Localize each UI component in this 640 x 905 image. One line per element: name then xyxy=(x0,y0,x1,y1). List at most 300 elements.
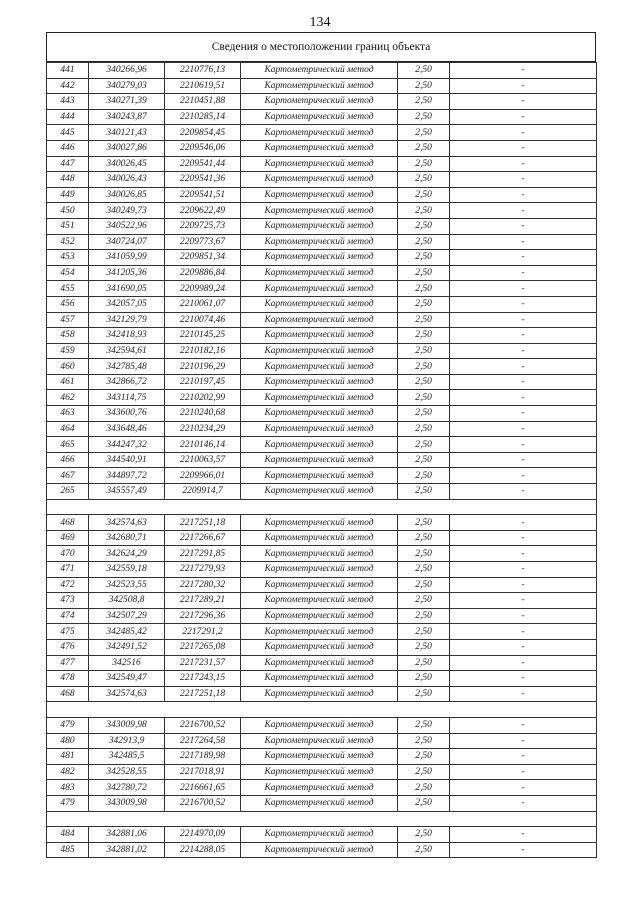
accuracy-cell: 2,50 xyxy=(398,671,450,687)
table-row xyxy=(47,593,597,609)
table-row xyxy=(47,733,597,749)
coord-x-cell: 340266,96 xyxy=(89,63,165,79)
method-cell: Картометрический метод xyxy=(241,374,398,390)
accuracy-cell: 2,50 xyxy=(398,140,450,156)
description-cell: - xyxy=(450,109,597,125)
accuracy-cell: 2,50 xyxy=(398,733,450,749)
coord-x-cell: 342913,9 xyxy=(89,733,165,749)
coord-y-cell: 2217280,32 xyxy=(165,577,241,593)
method-cell: Картометрический метод xyxy=(241,203,398,219)
method-cell: Картометрический метод xyxy=(241,312,398,328)
table-row xyxy=(47,203,597,219)
description-cell: - xyxy=(450,530,597,546)
description-cell: - xyxy=(450,686,597,702)
coord-y-cell: 2210146,14 xyxy=(165,437,241,453)
table-row xyxy=(47,312,597,328)
coord-y-cell: 2209541,44 xyxy=(165,156,241,172)
point-number-cell: 483 xyxy=(47,780,89,796)
description-cell: - xyxy=(450,842,597,858)
point-number-cell: 461 xyxy=(47,374,89,390)
point-number-cell: 459 xyxy=(47,343,89,359)
accuracy-cell: 2,50 xyxy=(398,795,450,811)
table-row xyxy=(47,172,597,188)
point-number-cell: 468 xyxy=(47,515,89,531)
coord-y-cell: 2210074,46 xyxy=(165,312,241,328)
coord-y-cell: 2217296,36 xyxy=(165,608,241,624)
method-cell: Картометрический метод xyxy=(241,468,398,484)
table-row xyxy=(47,842,597,858)
method-cell: Картометрический метод xyxy=(241,562,398,578)
description-cell: - xyxy=(450,390,597,406)
point-number-cell: 466 xyxy=(47,452,89,468)
point-number-cell: 467 xyxy=(47,468,89,484)
coord-y-cell: 2209725,73 xyxy=(165,218,241,234)
method-cell: Картометрический метод xyxy=(241,593,398,609)
point-number-cell: 457 xyxy=(47,312,89,328)
table-row xyxy=(47,250,597,266)
method-cell: Картометрический метод xyxy=(241,671,398,687)
method-cell: Картометрический метод xyxy=(241,281,398,297)
coord-y-cell: 2209851,34 xyxy=(165,250,241,266)
table-row xyxy=(47,577,597,593)
coord-y-cell: 2209546,06 xyxy=(165,140,241,156)
accuracy-cell: 2,50 xyxy=(398,172,450,188)
point-number-cell: 474 xyxy=(47,608,89,624)
method-cell: Картометрический метод xyxy=(241,530,398,546)
point-number-cell: 454 xyxy=(47,265,89,281)
coord-x-cell: 344897,72 xyxy=(89,468,165,484)
description-cell: - xyxy=(450,764,597,780)
description-cell: - xyxy=(450,359,597,375)
accuracy-cell: 2,50 xyxy=(398,343,450,359)
coord-x-cell: 342516 xyxy=(89,655,165,671)
description-cell: - xyxy=(450,265,597,281)
point-number-cell: 443 xyxy=(47,94,89,110)
coord-y-cell: 2216700,52 xyxy=(165,717,241,733)
description-cell: - xyxy=(450,515,597,531)
accuracy-cell: 2,50 xyxy=(398,530,450,546)
coord-y-cell: 2216661,65 xyxy=(165,780,241,796)
accuracy-cell: 2,50 xyxy=(398,624,450,640)
accuracy-cell: 2,50 xyxy=(398,749,450,765)
description-cell: - xyxy=(450,281,597,297)
point-number-cell: 442 xyxy=(47,78,89,94)
table-row xyxy=(47,749,597,765)
table-row xyxy=(47,140,597,156)
point-number-cell: 446 xyxy=(47,140,89,156)
accuracy-cell: 2,50 xyxy=(398,764,450,780)
table-row xyxy=(47,187,597,203)
point-number-cell: 464 xyxy=(47,421,89,437)
method-cell: Картометрический метод xyxy=(241,359,398,375)
coord-y-cell: 2217291,85 xyxy=(165,546,241,562)
accuracy-cell: 2,50 xyxy=(398,94,450,110)
table-row xyxy=(47,655,597,671)
coord-y-cell: 2214970,09 xyxy=(165,827,241,843)
coord-x-cell: 340121,43 xyxy=(89,125,165,141)
table-row xyxy=(47,281,597,297)
point-number-cell: 452 xyxy=(47,234,89,250)
coord-x-cell: 342866,72 xyxy=(89,374,165,390)
method-cell: Картометрический метод xyxy=(241,390,398,406)
point-number-cell: 449 xyxy=(47,187,89,203)
table-row xyxy=(47,686,597,702)
coord-x-cell: 342780,72 xyxy=(89,780,165,796)
accuracy-cell: 2,50 xyxy=(398,265,450,281)
description-cell: - xyxy=(450,156,597,172)
description-cell: - xyxy=(450,780,597,796)
accuracy-cell: 2,50 xyxy=(398,437,450,453)
coord-x-cell: 340249,73 xyxy=(89,203,165,219)
point-number-cell: 484 xyxy=(47,827,89,843)
coord-y-cell: 2210776,13 xyxy=(165,63,241,79)
point-number-cell: 469 xyxy=(47,530,89,546)
accuracy-cell: 2,50 xyxy=(398,203,450,219)
description-cell: - xyxy=(450,234,597,250)
block-separator xyxy=(47,499,597,515)
method-cell: Картометрический метод xyxy=(241,156,398,172)
description-cell: - xyxy=(450,406,597,422)
coord-x-cell: 340279,03 xyxy=(89,78,165,94)
point-number-cell: 473 xyxy=(47,593,89,609)
coord-x-cell: 342574,63 xyxy=(89,515,165,531)
coord-x-cell: 341059,99 xyxy=(89,250,165,266)
point-number-cell: 462 xyxy=(47,390,89,406)
method-cell: Картометрический метод xyxy=(241,842,398,858)
table-row xyxy=(47,125,597,141)
table-row xyxy=(47,484,597,500)
table-row xyxy=(47,94,597,110)
description-cell: - xyxy=(450,125,597,141)
coord-x-cell: 342559,18 xyxy=(89,562,165,578)
coord-y-cell: 2210196,29 xyxy=(165,359,241,375)
description-cell: - xyxy=(450,733,597,749)
description-cell: - xyxy=(450,374,597,390)
coord-x-cell: 342507,29 xyxy=(89,608,165,624)
description-cell: - xyxy=(450,343,597,359)
coord-x-cell: 342549,47 xyxy=(89,671,165,687)
point-number-cell: 444 xyxy=(47,109,89,125)
coord-x-cell: 340243,87 xyxy=(89,109,165,125)
coord-x-cell: 342680,71 xyxy=(89,530,165,546)
method-cell: Картометрический метод xyxy=(241,437,398,453)
table-row xyxy=(47,437,597,453)
accuracy-cell: 2,50 xyxy=(398,655,450,671)
coord-y-cell: 2209854,45 xyxy=(165,125,241,141)
accuracy-cell: 2,50 xyxy=(398,406,450,422)
table-row xyxy=(47,234,597,250)
accuracy-cell: 2,50 xyxy=(398,842,450,858)
table-row xyxy=(47,764,597,780)
accuracy-cell: 2,50 xyxy=(398,608,450,624)
coord-y-cell: 2210285,14 xyxy=(165,109,241,125)
table-row xyxy=(47,639,597,655)
accuracy-cell: 2,50 xyxy=(398,218,450,234)
coord-y-cell: 2209541,51 xyxy=(165,187,241,203)
coord-y-cell: 2210234,29 xyxy=(165,421,241,437)
method-cell: Картометрический метод xyxy=(241,484,398,500)
table-row xyxy=(47,374,597,390)
coord-y-cell: 2217291,2 xyxy=(165,624,241,640)
coord-y-cell: 2217264,58 xyxy=(165,733,241,749)
description-cell: - xyxy=(450,639,597,655)
method-cell: Картометрический метод xyxy=(241,655,398,671)
point-number-cell: 475 xyxy=(47,624,89,640)
coordinates-table-body xyxy=(47,63,597,858)
method-cell: Картометрический метод xyxy=(241,733,398,749)
table-row xyxy=(47,406,597,422)
point-number-cell: 453 xyxy=(47,250,89,266)
accuracy-cell: 2,50 xyxy=(398,562,450,578)
page-number: 134 xyxy=(309,15,331,30)
point-number-cell: 478 xyxy=(47,671,89,687)
point-number-cell: 450 xyxy=(47,203,89,219)
coord-x-cell: 344540,91 xyxy=(89,452,165,468)
method-cell: Картометрический метод xyxy=(241,546,398,562)
accuracy-cell: 2,50 xyxy=(398,156,450,172)
accuracy-cell: 2,50 xyxy=(398,78,450,94)
method-cell: Картометрический метод xyxy=(241,172,398,188)
coord-y-cell: 2210145,25 xyxy=(165,328,241,344)
description-cell: - xyxy=(450,452,597,468)
point-number-cell: 485 xyxy=(47,842,89,858)
description-cell: - xyxy=(450,577,597,593)
description-cell: - xyxy=(450,468,597,484)
description-cell: - xyxy=(450,78,597,94)
coord-x-cell: 341205,36 xyxy=(89,265,165,281)
point-number-cell: 465 xyxy=(47,437,89,453)
accuracy-cell: 2,50 xyxy=(398,296,450,312)
description-cell: - xyxy=(450,94,597,110)
table-row xyxy=(47,546,597,562)
description-cell: - xyxy=(450,717,597,733)
coord-y-cell: 2217279,93 xyxy=(165,562,241,578)
point-number-cell: 441 xyxy=(47,63,89,79)
coord-x-cell: 344247,32 xyxy=(89,437,165,453)
method-cell: Картометрический метод xyxy=(241,125,398,141)
point-number-cell: 470 xyxy=(47,546,89,562)
description-cell: - xyxy=(450,421,597,437)
accuracy-cell: 2,50 xyxy=(398,312,450,328)
block-separator xyxy=(47,702,597,718)
point-number-cell: 477 xyxy=(47,655,89,671)
accuracy-cell: 2,50 xyxy=(398,593,450,609)
accuracy-cell: 2,50 xyxy=(398,374,450,390)
method-cell: Картометрический метод xyxy=(241,515,398,531)
accuracy-cell: 2,50 xyxy=(398,639,450,655)
method-cell: Картометрический метод xyxy=(241,795,398,811)
coord-y-cell: 2210240,68 xyxy=(165,406,241,422)
point-number-cell: 448 xyxy=(47,172,89,188)
description-cell: - xyxy=(450,562,597,578)
point-number-cell: 468 xyxy=(47,686,89,702)
accuracy-cell: 2,50 xyxy=(398,452,450,468)
coord-y-cell: 2217289,21 xyxy=(165,593,241,609)
coord-x-cell: 340026,85 xyxy=(89,187,165,203)
description-cell: - xyxy=(450,172,597,188)
coord-x-cell: 340026,45 xyxy=(89,156,165,172)
method-cell: Картометрический метод xyxy=(241,452,398,468)
coord-y-cell: 2217266,67 xyxy=(165,530,241,546)
coord-y-cell: 2209541,36 xyxy=(165,172,241,188)
table-row xyxy=(47,63,597,79)
table-row xyxy=(47,452,597,468)
accuracy-cell: 2,50 xyxy=(398,827,450,843)
coord-y-cell: 2216700,52 xyxy=(165,795,241,811)
method-cell: Картометрический метод xyxy=(241,187,398,203)
method-cell: Картометрический метод xyxy=(241,328,398,344)
method-cell: Картометрический метод xyxy=(241,234,398,250)
coord-x-cell: 340027,86 xyxy=(89,140,165,156)
point-number-cell: 451 xyxy=(47,218,89,234)
table-row xyxy=(47,328,597,344)
coord-y-cell: 2217251,18 xyxy=(165,515,241,531)
table-row xyxy=(47,827,597,843)
table-row xyxy=(47,390,597,406)
method-cell: Картометрический метод xyxy=(241,577,398,593)
table-title: Сведения о местоположении границ объекта xyxy=(46,32,596,62)
coord-x-cell: 342624,29 xyxy=(89,546,165,562)
coord-x-cell: 340026,43 xyxy=(89,172,165,188)
description-cell: - xyxy=(450,203,597,219)
point-number-cell: 447 xyxy=(47,156,89,172)
accuracy-cell: 2,50 xyxy=(398,328,450,344)
description-cell: - xyxy=(450,795,597,811)
method-cell: Картометрический метод xyxy=(241,827,398,843)
accuracy-cell: 2,50 xyxy=(398,125,450,141)
coord-x-cell: 342057,05 xyxy=(89,296,165,312)
coord-x-cell: 340522,96 xyxy=(89,218,165,234)
coord-y-cell: 2210451,88 xyxy=(165,94,241,110)
coord-y-cell: 2210202,99 xyxy=(165,390,241,406)
description-cell: - xyxy=(450,546,597,562)
accuracy-cell: 2,50 xyxy=(398,515,450,531)
table-row xyxy=(47,671,597,687)
coordinates-table xyxy=(46,62,597,858)
coord-x-cell: 343009,98 xyxy=(89,717,165,733)
accuracy-cell: 2,50 xyxy=(398,250,450,266)
description-cell: - xyxy=(450,624,597,640)
method-cell: Картометрический метод xyxy=(241,63,398,79)
method-cell: Картометрический метод xyxy=(241,780,398,796)
accuracy-cell: 2,50 xyxy=(398,390,450,406)
table-row xyxy=(47,608,597,624)
description-cell: - xyxy=(450,296,597,312)
coord-x-cell: 342485,5 xyxy=(89,749,165,765)
method-cell: Картометрический метод xyxy=(241,296,398,312)
method-cell: Картометрический метод xyxy=(241,109,398,125)
method-cell: Картометрический метод xyxy=(241,78,398,94)
description-cell: - xyxy=(450,671,597,687)
point-number-cell: 458 xyxy=(47,328,89,344)
coord-x-cell: 342129,79 xyxy=(89,312,165,328)
point-number-cell: 481 xyxy=(47,749,89,765)
coord-y-cell: 2209622,49 xyxy=(165,203,241,219)
table-row xyxy=(47,780,597,796)
point-number-cell: 476 xyxy=(47,639,89,655)
coord-y-cell: 2209989,24 xyxy=(165,281,241,297)
point-number-cell: 480 xyxy=(47,733,89,749)
coord-x-cell: 342528,55 xyxy=(89,764,165,780)
coord-y-cell: 2209886,84 xyxy=(165,265,241,281)
coord-x-cell: 343600,76 xyxy=(89,406,165,422)
coord-x-cell: 342508,8 xyxy=(89,593,165,609)
accuracy-cell: 2,50 xyxy=(398,468,450,484)
accuracy-cell: 2,50 xyxy=(398,717,450,733)
point-number-cell: 472 xyxy=(47,577,89,593)
accuracy-cell: 2,50 xyxy=(398,686,450,702)
description-cell: - xyxy=(450,140,597,156)
coord-x-cell: 343648,46 xyxy=(89,421,165,437)
table-row xyxy=(47,562,597,578)
method-cell: Картометрический метод xyxy=(241,749,398,765)
description-cell: - xyxy=(450,655,597,671)
description-cell: - xyxy=(450,437,597,453)
table-row xyxy=(47,109,597,125)
accuracy-cell: 2,50 xyxy=(398,484,450,500)
coord-x-cell: 342523,55 xyxy=(89,577,165,593)
point-number-cell: 265 xyxy=(47,484,89,500)
coord-y-cell: 2217243,15 xyxy=(165,671,241,687)
coord-x-cell: 342785,48 xyxy=(89,359,165,375)
coord-y-cell: 2217231,57 xyxy=(165,655,241,671)
accuracy-cell: 2,50 xyxy=(398,780,450,796)
description-cell: - xyxy=(450,250,597,266)
coord-y-cell: 2209914,7 xyxy=(165,484,241,500)
description-cell: - xyxy=(450,187,597,203)
point-number-cell: 445 xyxy=(47,125,89,141)
coord-x-cell: 341690,05 xyxy=(89,281,165,297)
accuracy-cell: 2,50 xyxy=(398,234,450,250)
method-cell: Картометрический метод xyxy=(241,406,398,422)
coord-x-cell: 345557,49 xyxy=(89,484,165,500)
method-cell: Картометрический метод xyxy=(241,717,398,733)
coord-y-cell: 2210182,16 xyxy=(165,343,241,359)
coord-x-cell: 342485,42 xyxy=(89,624,165,640)
method-cell: Картометрический метод xyxy=(241,639,398,655)
accuracy-cell: 2,50 xyxy=(398,577,450,593)
description-cell: - xyxy=(450,608,597,624)
coord-y-cell: 2209773,67 xyxy=(165,234,241,250)
table-row xyxy=(47,218,597,234)
method-cell: Картометрический метод xyxy=(241,764,398,780)
point-number-cell: 456 xyxy=(47,296,89,312)
table-row xyxy=(47,624,597,640)
method-cell: Картометрический метод xyxy=(241,250,398,266)
table-row xyxy=(47,156,597,172)
coord-x-cell: 342491,52 xyxy=(89,639,165,655)
coord-y-cell: 2217189,98 xyxy=(165,749,241,765)
description-cell: - xyxy=(450,312,597,328)
block-separator xyxy=(47,811,597,827)
method-cell: Картометрический метод xyxy=(241,218,398,234)
point-number-cell: 482 xyxy=(47,764,89,780)
method-cell: Картометрический метод xyxy=(241,140,398,156)
coord-y-cell: 2217018,91 xyxy=(165,764,241,780)
coord-y-cell: 2217251,18 xyxy=(165,686,241,702)
coord-y-cell: 2210619,51 xyxy=(165,78,241,94)
description-cell: - xyxy=(450,484,597,500)
table-row xyxy=(47,296,597,312)
coord-y-cell: 2217265,08 xyxy=(165,639,241,655)
accuracy-cell: 2,50 xyxy=(398,546,450,562)
accuracy-cell: 2,50 xyxy=(398,63,450,79)
method-cell: Картометрический метод xyxy=(241,608,398,624)
table-row xyxy=(47,78,597,94)
coord-x-cell: 343114,75 xyxy=(89,390,165,406)
coord-x-cell: 342574,63 xyxy=(89,686,165,702)
point-number-cell: 455 xyxy=(47,281,89,297)
